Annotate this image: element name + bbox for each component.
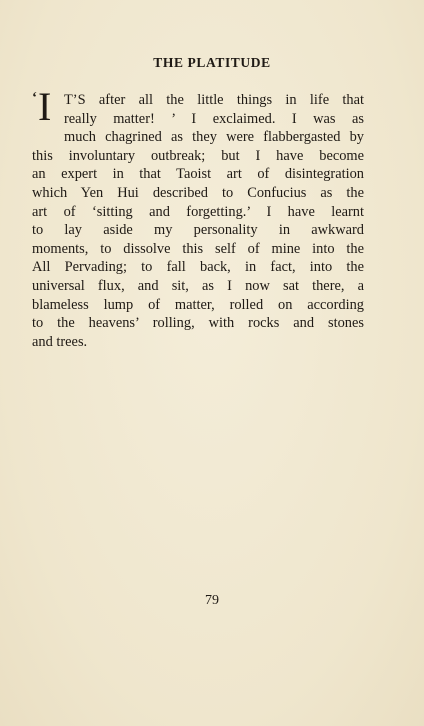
text-line: art of ‘sitting and forgetting.’ I have learnt: [32, 203, 364, 220]
opening-quote-mark: ‘: [32, 90, 37, 106]
text-line: moments, to dissolve this self of mine into the: [32, 240, 364, 257]
text-line-2: really matter! ’ I exclaimed. I was as: [64, 110, 364, 127]
text-line: to lay aside my personality in awkward: [32, 222, 364, 239]
text-line-last: and trees.: [32, 333, 88, 350]
text-line: this involuntary outbreak; but I have become: [32, 147, 364, 164]
text-line: to the heavens’ rolling, with rocks and stones: [32, 315, 364, 332]
text-line: much chagrined as they were flabbergasted by: [64, 129, 364, 146]
text-line: an expert in that Taoist art of disintegration: [32, 166, 364, 183]
text-line-1: T’S after all the little things in life that: [64, 92, 364, 108]
text-line: which Yen Hui described to Confucius as the: [32, 184, 364, 201]
drop-cap-letter: I: [38, 84, 52, 129]
running-head-title: THE PLATITUDE: [153, 55, 271, 70]
text-line: All Pervading; to fall back, in fact, into the: [32, 259, 364, 276]
body-paragraph: [32, 84, 364, 351]
text-line: universal flux, and sit, as I now sat there, a: [32, 277, 364, 294]
text-line: blameless lump of matter, rolled on according: [32, 296, 364, 313]
page-number: 79: [205, 593, 219, 608]
drop-cap-block: [32, 84, 61, 129]
